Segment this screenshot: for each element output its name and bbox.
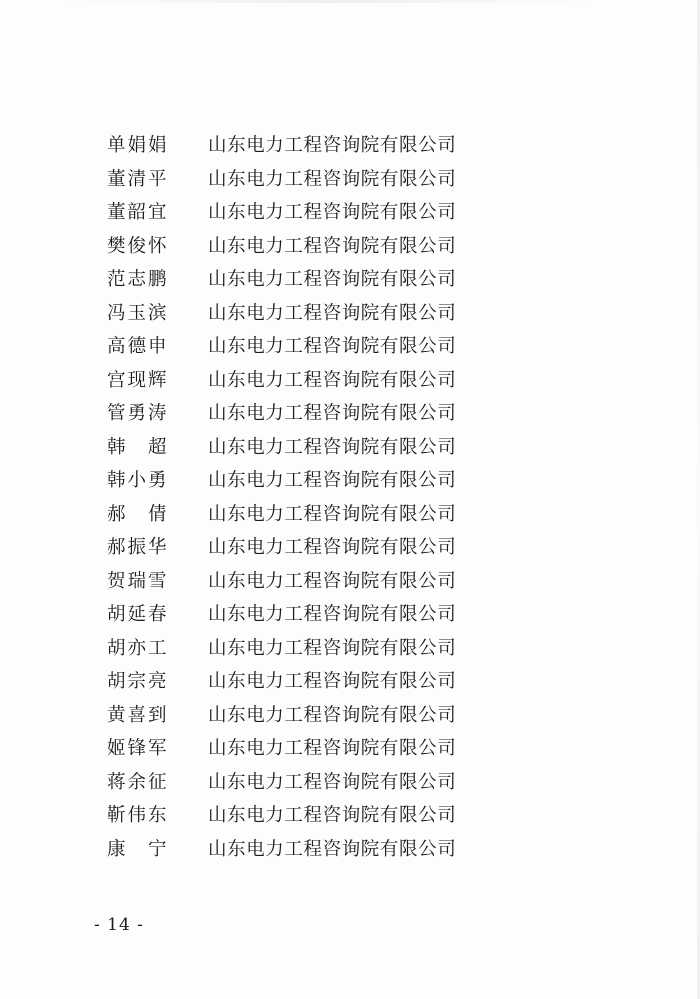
list-item xyxy=(0,665,700,699)
person-name: 董韶宜 xyxy=(107,202,167,223)
person-name: 胡延春 xyxy=(107,604,167,625)
organization-name: 山东电力工程咨询院有限公司 xyxy=(208,336,457,357)
list-item xyxy=(0,699,700,733)
organization-name: 山东电力工程咨询院有限公司 xyxy=(208,805,457,826)
list-item xyxy=(0,598,700,632)
organization-name: 山东电力工程咨询院有限公司 xyxy=(208,838,457,860)
list-item xyxy=(0,833,700,867)
organization-name: 山东电力工程咨询院有限公司 xyxy=(208,235,457,257)
person-name: 韩 超 xyxy=(107,436,167,458)
organization-name: 山东电力工程咨询院有限公司 xyxy=(208,269,457,290)
list-item xyxy=(0,766,700,800)
person-name: 范志鹏 xyxy=(107,269,167,290)
list-item xyxy=(0,531,700,565)
organization-name: 山东电力工程咨询院有限公司 xyxy=(208,604,457,625)
organization-name: 山东电力工程咨询院有限公司 xyxy=(208,302,457,324)
list-item xyxy=(0,632,700,666)
organization-name: 山东电力工程咨询院有限公司 xyxy=(208,135,457,156)
organization-name: 山东电力工程咨询院有限公司 xyxy=(208,202,457,223)
list-item xyxy=(0,464,700,498)
list-item xyxy=(0,397,700,431)
list-item xyxy=(0,263,700,297)
organization-name: 山东电力工程咨询院有限公司 xyxy=(208,436,457,458)
organization-name: 山东电力工程咨询院有限公司 xyxy=(208,637,457,659)
person-name: 胡亦工 xyxy=(107,637,167,659)
organization-name: 山东电力工程咨询院有限公司 xyxy=(208,168,457,190)
list-item xyxy=(0,364,700,398)
organization-name: 山东电力工程咨询院有限公司 xyxy=(208,470,457,491)
list-item xyxy=(0,565,700,599)
person-name: 胡宗亮 xyxy=(107,671,167,692)
person-name: 郝振华 xyxy=(107,537,167,558)
person-name: 黄喜到 xyxy=(107,704,167,726)
person-name: 康 宁 xyxy=(107,838,167,860)
list-item xyxy=(0,732,700,766)
list-item xyxy=(0,431,700,465)
person-name: 冯玉滨 xyxy=(107,302,167,324)
organization-name: 山东电力工程咨询院有限公司 xyxy=(208,704,457,726)
list-item xyxy=(0,330,700,364)
person-name: 蒋余征 xyxy=(107,771,167,793)
person-name: 姬锋军 xyxy=(107,738,167,759)
organization-name: 山东电力工程咨询院有限公司 xyxy=(208,369,457,391)
page-number: - 14 - xyxy=(94,915,144,935)
list-item xyxy=(0,230,700,264)
list-item xyxy=(0,196,700,230)
person-name: 郝 倩 xyxy=(107,503,167,525)
list-item xyxy=(0,297,700,331)
list-item xyxy=(0,129,700,163)
person-name: 董清平 xyxy=(107,168,167,190)
scan-edge-top xyxy=(60,0,600,3)
organization-name: 山东电力工程咨询院有限公司 xyxy=(208,403,457,424)
name-list xyxy=(0,129,700,866)
list-item xyxy=(0,498,700,532)
person-name: 樊俊怀 xyxy=(107,235,167,257)
list-item xyxy=(0,163,700,197)
list-item xyxy=(0,799,700,833)
organization-name: 山东电力工程咨询院有限公司 xyxy=(208,771,457,793)
person-name: 宫现辉 xyxy=(107,369,167,391)
organization-name: 山东电力工程咨询院有限公司 xyxy=(208,570,457,592)
person-name: 高德申 xyxy=(107,336,167,357)
organization-name: 山东电力工程咨询院有限公司 xyxy=(208,537,457,558)
person-name: 贺瑞雪 xyxy=(107,570,167,592)
organization-name: 山东电力工程咨询院有限公司 xyxy=(208,503,457,525)
person-name: 靳伟东 xyxy=(107,805,167,826)
person-name: 管勇涛 xyxy=(107,403,167,424)
organization-name: 山东电力工程咨询院有限公司 xyxy=(208,738,457,759)
person-name: 韩小勇 xyxy=(107,470,167,491)
person-name: 单娟娟 xyxy=(107,135,167,156)
organization-name: 山东电力工程咨询院有限公司 xyxy=(208,671,457,692)
